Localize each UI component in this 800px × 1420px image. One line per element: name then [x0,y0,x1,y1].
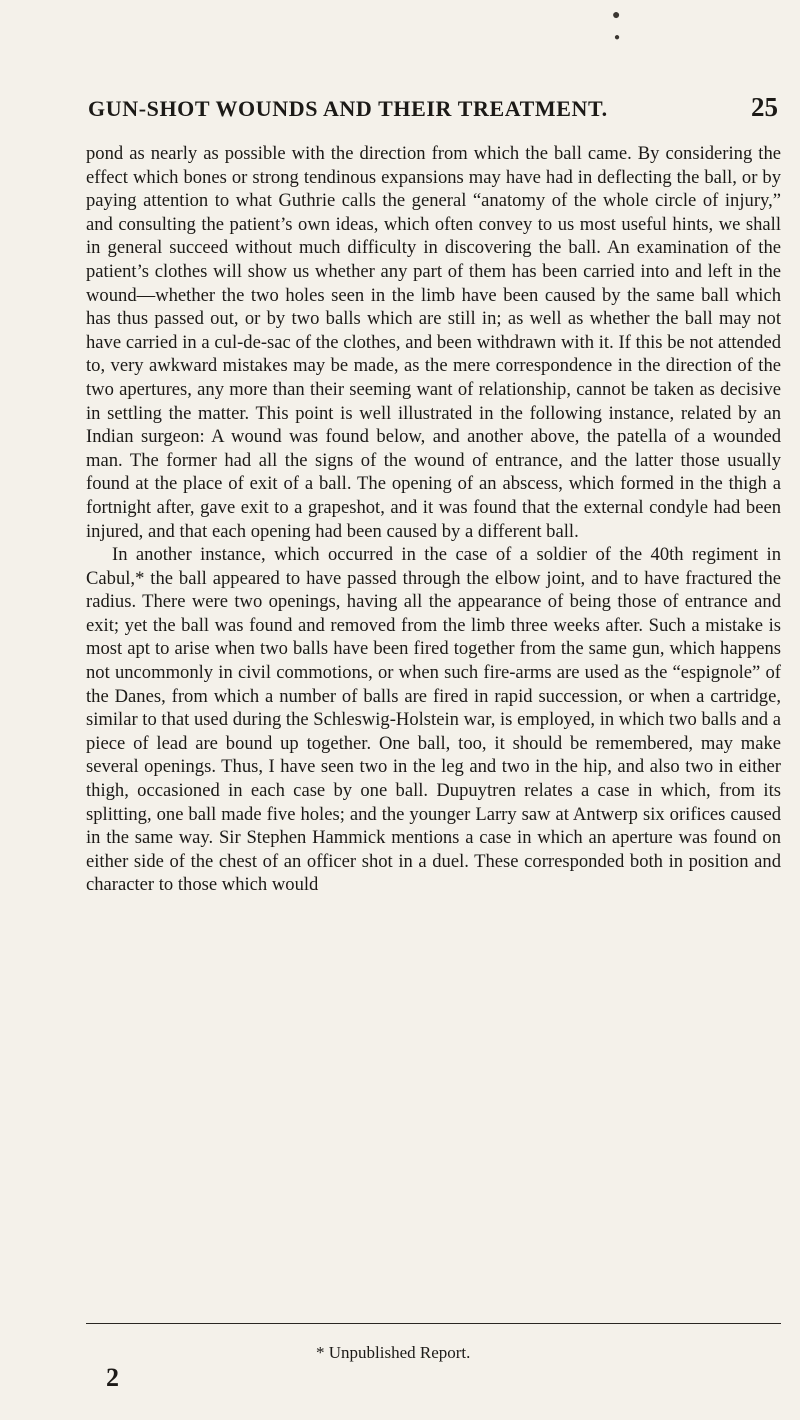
signature-mark: 2 [106,1363,119,1392]
page-number: 25 [751,92,778,122]
page-header [88,92,778,128]
footnote-rule [86,1323,781,1324]
ink-speck: ● [612,8,621,23]
paragraph-1: pond as nearly as possible with the direction from which the ball came. By considering the effect which bones or strong tendinous expansions may have had in deflecting the ball, or by paying attention to what Guthrie calls the general “anatomy of the whole circle of injury,” and consulting the patient’s own ideas, which often convey to us most useful hints, we shall in general succeed without much difficulty in discovering the ball. An examination of the patient’s clothes will show us whether any part of them has been carried into and left in the wound—whether the two holes seen in the limb have been caused by the same ball which has thus passed out, or by two balls which are still in; as well as whether the ball may not have carried in a cul-de-sac of the clothes, and been withdrawn with it. If this be not attended to, very awkward mistakes may be made, as the mere correspondence in the direction of the two apertures, any more than their seeming want of relationship, cannot be taken as decisive in settling the matter. This point is well illustrated in the following instance, related by an Indian surgeon: A wound was found below, and another above, the patella of a wounded man. The former had all the signs of the wound of entrance, and the latter those usually found at the place of exit of a ball. The opening of an abscess, which formed in the thigh a fortnight after, gave exit to a grapeshot, and it was found that the external condyle had been injured, and that each opening had been caused by a different ball. [86,143,781,542]
body-text [86,142,781,897]
footnote: * Unpublished Report. [316,1343,471,1362]
paragraph-2: In another instance, which occurred in the case of a soldier of the 40th regiment in Cabul,* the ball appeared to have passed through the elbow joint, and to have fractured the radius. There were two openings, having all the appearance of being those of entrance and exit; yet the ball was found and removed from the limb three weeks after. Such a mistake is most apt to arise when two balls have been fired together from the same gun, which happens not uncommonly in civil commotions, or when such fire-arms are used as the “espignole” of the Danes, from which a number of balls are fired in rapid succession, or when a cartridge, similar to that used during the Schleswig-Holstein war, is employed, in which two balls and a piece of lead are bound up together. One ball, too, it should be remembered, may make several openings. Thus, I have seen two in the leg and two in the hip, and also two in either thigh, occasioned in each case by one ball. Dupuytren relates a case in which, from its splitting, one ball made five holes; and the younger Larry saw at Antwerp six orifices caused in the same way. Sir Stephen Hammick mentions a case in which an aperture was found on either side of the chest of an officer shot in a duel. These corresponded both in position and character to those which would [86,544,781,896]
running-head: GUN-SHOT WOUNDS AND THEIR TREATMENT. [88,96,608,121]
ink-speck: ● [614,32,621,43]
